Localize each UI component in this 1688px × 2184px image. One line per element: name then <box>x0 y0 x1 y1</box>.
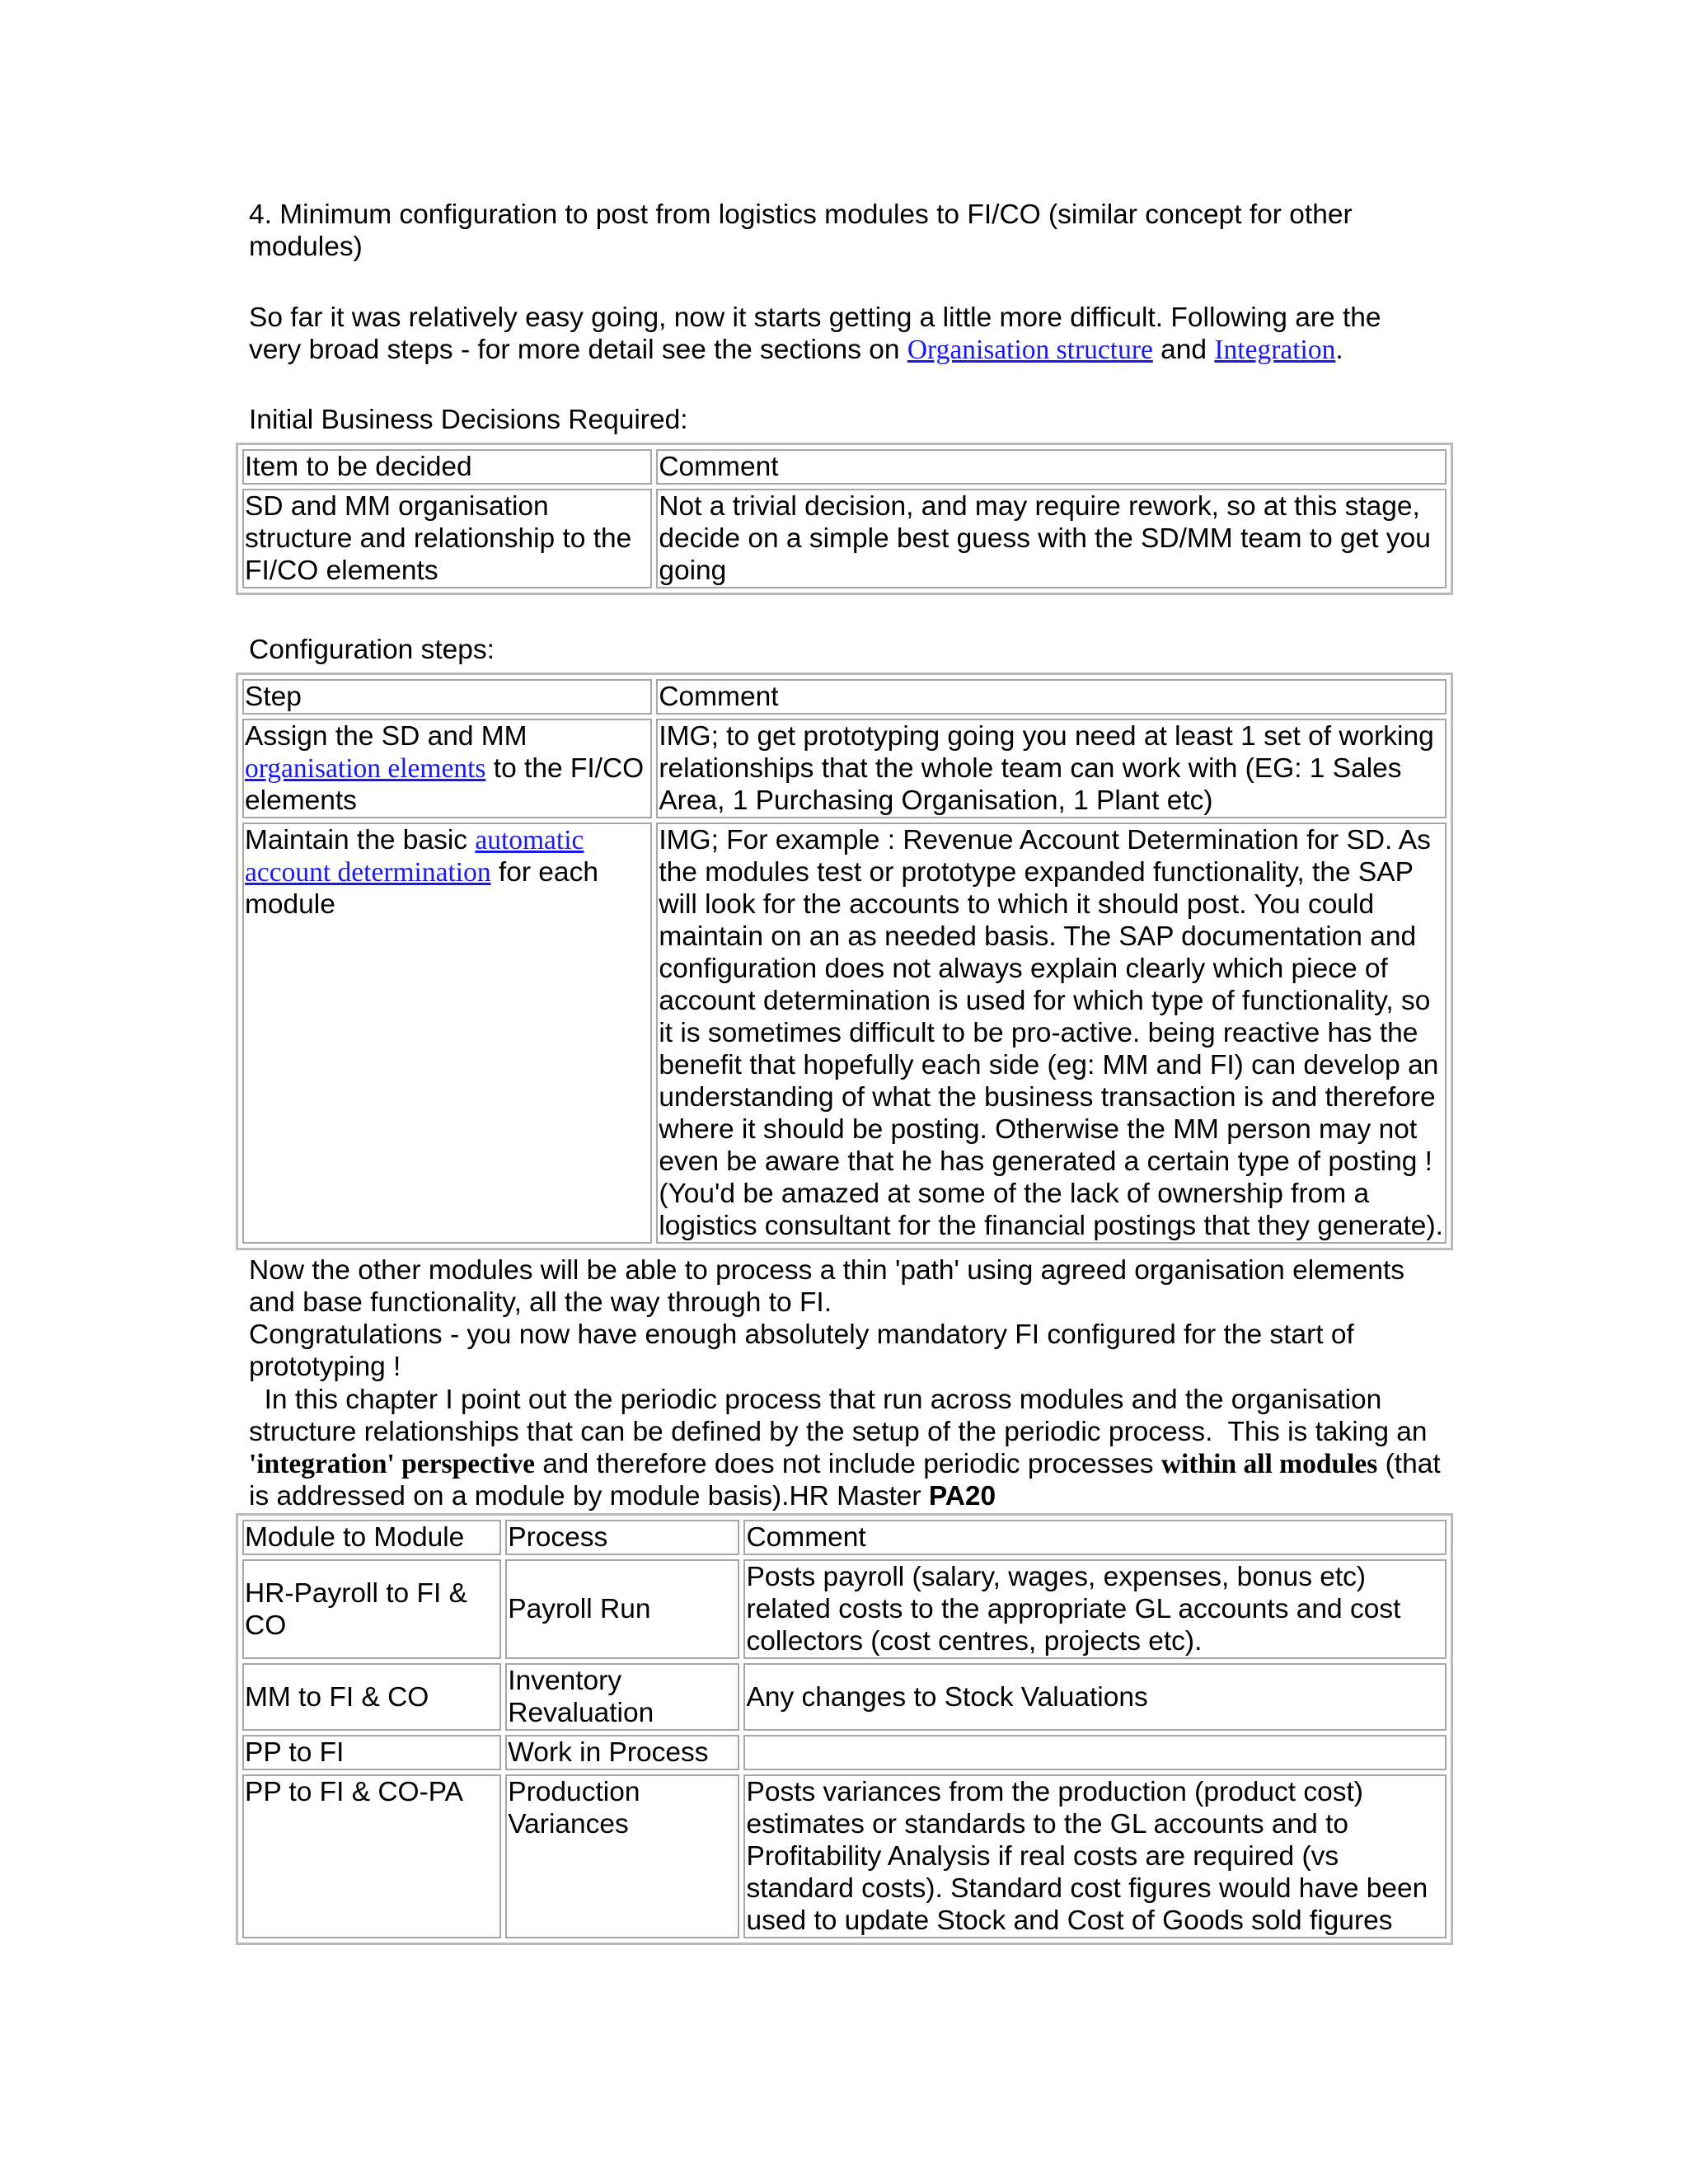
comment-line: it is sometimes difficult to be pro-active. being reactive has the <box>659 1018 1418 1048</box>
step-cell <box>242 719 652 818</box>
decision-comment-line: Not a trivial decision, and may require rework, so at this stage, <box>659 491 1420 522</box>
chapter-line-2: structure relationships that can be defined by the setup of the periodic process. This is taking an <box>249 1417 1428 1447</box>
decisions-table <box>236 443 1453 595</box>
after-paragraph <box>249 1254 1404 1383</box>
decision-item-line: structure and relationship to the <box>245 523 632 554</box>
after-line-1: Now the other modules will be able to process a thin 'path' using agreed organisation elements <box>249 1255 1405 1286</box>
within-all-modules-text: within all modules <box>1160 1449 1378 1479</box>
header-comment: Comment <box>656 449 1447 485</box>
chapter-line-3-mid: and therefore does not include periodic processes <box>535 1449 1161 1479</box>
header-process: Process <box>505 1520 739 1555</box>
table-header-row <box>242 679 1447 715</box>
chapter-line-4-prefix: is addressed on a module by module basis).HR Master <box>249 1481 929 1511</box>
comment-line: configuration does not always explain clearly which piece of <box>659 954 1388 984</box>
step-line: to the FI/CO <box>485 753 645 784</box>
step-line: elements <box>245 785 357 816</box>
process-cell: Payroll Run <box>505 1559 739 1659</box>
comment-line: Posts payroll (salary, wages, expenses, bonus etc) <box>746 1562 1367 1592</box>
comment-line: benefit that hopefully each side (eg: MM and FI) can develop an <box>659 1050 1439 1080</box>
comment-line: account determination is used for which type of functionality, so <box>659 986 1431 1016</box>
pa20-text: PA20 <box>928 1481 996 1511</box>
step-line: for each <box>490 857 598 888</box>
intro-paragraph <box>249 302 1381 366</box>
process-line: Inventory <box>508 1666 622 1696</box>
header-item-to-be-decided: Item to be decided <box>242 449 652 485</box>
table-row <box>242 1735 1447 1770</box>
module-line: HR-Payroll to FI & <box>245 1577 467 1609</box>
process-line: Revaluation <box>508 1698 654 1728</box>
decision-item-cell <box>242 489 652 588</box>
comment-line: Profitability Analysis if real costs are required (vs <box>746 1841 1339 1872</box>
chapter-line-3-end: (that <box>1377 1449 1441 1479</box>
header-step: Step <box>242 679 652 715</box>
comment-line: even be aware that he has generated a certain type of posting ! <box>659 1146 1432 1177</box>
link-part[interactable]: automatic <box>475 825 584 855</box>
after-line-4: prototyping ! <box>249 1352 401 1382</box>
comment-line: Posts variances from the production (product cost) <box>746 1777 1363 1807</box>
process-cell <box>505 1663 739 1731</box>
header-comment: Comment <box>743 1520 1447 1555</box>
intro-line-2-prefix: very broad steps - for more detail see the sections on <box>249 335 907 365</box>
module-line: CO <box>245 1610 287 1641</box>
comment-line: standard costs). Standard cost figures would have been <box>746 1873 1428 1904</box>
decision-comment-line: decide on a simple best guess with the SD/MM team to get you <box>659 523 1431 554</box>
table-row <box>242 489 1447 588</box>
config-steps-table <box>236 673 1453 1250</box>
comment-line: the modules test or prototype expanded functionality, the SAP <box>659 857 1414 888</box>
step-line: Maintain the basic <box>245 825 476 855</box>
comment-line: maintain on an as needed basis. The SAP documentation and <box>659 921 1417 952</box>
module-cell <box>242 1559 501 1659</box>
module-cell: PP to FI <box>242 1735 501 1770</box>
comment-line: will look for the accounts to which it should post. You could <box>659 889 1375 920</box>
organisation-structure-link[interactable]: Organisation structure <box>907 335 1153 365</box>
header-comment: Comment <box>656 679 1447 715</box>
section-heading-line-2: modules) <box>249 232 363 262</box>
step-cell <box>242 823 652 1244</box>
chapter-paragraph <box>249 1384 1441 1512</box>
decision-item-line: FI/CO elements <box>245 555 438 586</box>
comment-line: understanding of what the business transaction is and therefore <box>659 1082 1436 1113</box>
header-module-to-module: Module to Module <box>242 1520 501 1555</box>
decision-item-line: SD and MM organisation <box>245 491 549 522</box>
process-cell <box>505 1774 739 1938</box>
step-comment-cell <box>656 823 1447 1244</box>
decisions-title: Initial Business Decisions Required: <box>249 405 688 435</box>
periodic-process-table <box>236 1513 1453 1945</box>
intro-and: and <box>1152 335 1215 365</box>
comment-line: IMG; to get prototyping going you need at least 1 set of working <box>659 721 1434 752</box>
step-line: Assign the SD and MM <box>245 721 528 752</box>
comment-line: related costs to the appropriate GL accounts and cost <box>746 1594 1401 1624</box>
table-row <box>242 823 1447 1244</box>
integration-link[interactable]: Integration <box>1214 335 1336 365</box>
section-heading-line-1: 4. Minimum configuration to post from logistics modules to FI/CO (similar concept for other <box>249 199 1353 230</box>
comment-line: where it should be posting. Otherwise the MM person may not <box>659 1114 1418 1145</box>
comment-line: (You'd be amazed at some of the lack of ownership from a <box>659 1179 1370 1209</box>
section-heading <box>249 199 1353 263</box>
step-line: module <box>245 889 335 920</box>
table-row <box>242 1559 1447 1659</box>
process-line: Variances <box>508 1809 629 1840</box>
module-cell: PP to FI & CO-PA <box>242 1774 501 1938</box>
table-row <box>242 1663 1447 1731</box>
comment-line: used to update Stock and Cost of Goods sold figures <box>746 1905 1393 1936</box>
process-line: Production <box>508 1777 640 1807</box>
table-header-row <box>242 1520 1447 1555</box>
integration-perspective-text: 'integration' perspective <box>249 1449 536 1479</box>
decision-comment-line: going <box>659 555 727 586</box>
comment-line: logistics consultant for the financial postings that they generate). <box>659 1211 1443 1241</box>
comment-cell <box>743 1774 1447 1938</box>
table-header-row <box>242 449 1447 485</box>
comment-cell <box>743 1559 1447 1659</box>
comment-line: IMG; For example : Revenue Account Determination for SD. As <box>659 825 1431 855</box>
config-title: Configuration steps: <box>249 635 495 665</box>
comment-cell: Any changes to Stock Valuations <box>743 1663 1447 1731</box>
table-row <box>242 1774 1447 1938</box>
intro-period: . <box>1335 335 1343 365</box>
module-cell: MM to FI & CO <box>242 1663 501 1731</box>
comment-line: collectors (cost centres, projects etc). <box>746 1626 1203 1657</box>
comment-cell <box>743 1735 1447 1770</box>
after-line-2: and base functionality, all the way through to FI. <box>249 1287 832 1318</box>
after-line-3: Congratulations - you now have enough absolutely mandatory FI configured for the start of <box>249 1319 1354 1350</box>
link-part[interactable]: account determination <box>245 857 491 888</box>
intro-line-1: So far it was relatively easy going, now it starts getting a little more difficult. Following are the <box>249 302 1381 333</box>
chapter-line-1: In this chapter I point out the periodic process that run across modules and the organisation <box>249 1385 1382 1415</box>
step-comment-cell <box>656 719 1447 818</box>
comment-line: relationships that the whole team can work with (EG: 1 Sales <box>659 753 1402 784</box>
organisation-elements-link[interactable]: organisation elements <box>245 753 486 784</box>
table-row <box>242 719 1447 818</box>
comment-line: estimates or standards to the GL accounts and to <box>746 1809 1349 1840</box>
process-cell: Work in Process <box>505 1735 739 1770</box>
decision-comment-cell <box>656 489 1447 588</box>
comment-line: Area, 1 Purchasing Organisation, 1 Plant etc) <box>659 785 1213 816</box>
